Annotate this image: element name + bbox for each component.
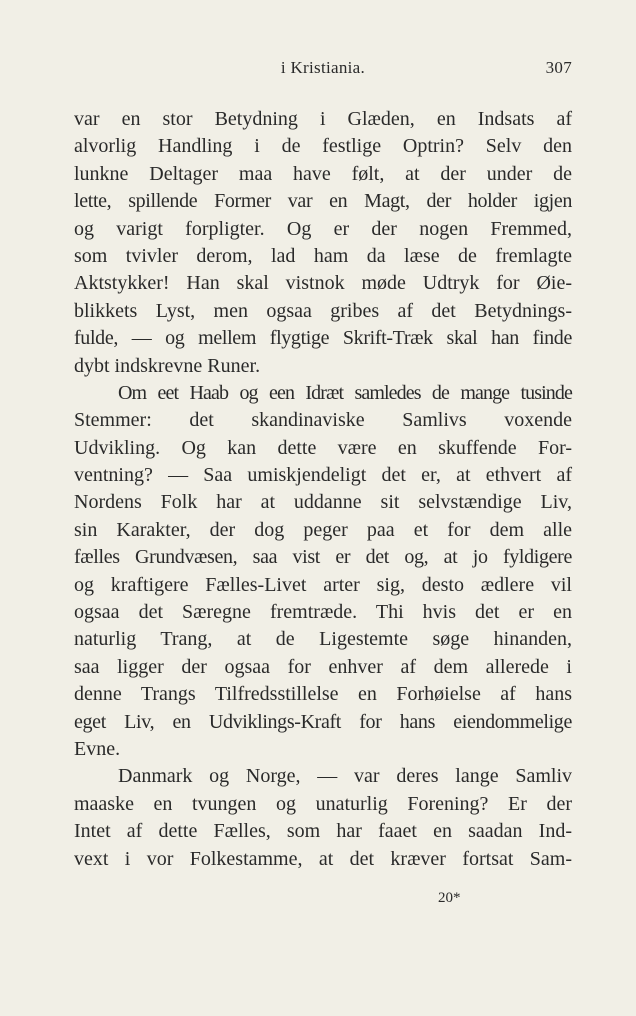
text-line: og kraftigere Fælles-Livet arter sig, desto ædlere vil <box>74 573 572 596</box>
text-line: ogsaa det Særegne fremtræde. Thi hvis det er en <box>74 601 572 624</box>
text-line: var en stor Betydning i Glæden, en Indsats af <box>74 108 572 130</box>
text-line: eget Liv, en Udviklings-Kraft for hans eiendommelige <box>74 710 572 733</box>
text-line: alvorlig Handling i de festlige Optrin? Selv den <box>74 135 572 158</box>
text-line: fælles Grundvæsen, saa vist er det og, at jo fyldigere <box>74 546 572 569</box>
page-number: 307 <box>545 58 572 77</box>
text-line: saa ligger der ogsaa for enhver af dem allerede i <box>74 655 572 678</box>
text-line: Nordens Folk har at uddanne sit selvstændige Liv, <box>74 491 572 514</box>
text-line: Om eet Haab og een Idræt samledes de mange tusinde <box>118 381 572 404</box>
text-line: Evne. <box>74 737 121 760</box>
signature-mark: 20* <box>438 890 461 906</box>
running-head <box>74 58 572 84</box>
text-line: Aktstykker! Han skal vistnok møde Udtryk for Øie- <box>74 272 572 295</box>
text-line: blikkets Lyst, men ogsaa gribes af det Betydnings- <box>74 299 572 322</box>
text-line: maaske en tvungen og unaturlig Forening? Er der <box>74 792 572 815</box>
text-line: som tvivler derom, lad ham da læse de fremlagte <box>74 244 572 267</box>
text-line: vext i vor Folkestamme, at det kræver fortsat Sam- <box>74 847 572 870</box>
text-line: naturlig Trang, at de Ligestemte søge hinanden, <box>74 628 572 651</box>
text-line: dybt indskrevne Runer. <box>74 354 261 377</box>
text-line: lette, spillende Former var en Magt, der holder igjen <box>74 190 572 213</box>
text-line: lunkne Deltager maa have følt, at der under de <box>74 162 572 185</box>
text-line: denne Trangs Tilfredsstillelse en Forhøielse af hans <box>74 683 572 706</box>
text-line: Udvikling. Og kan dette være en skuffende For- <box>74 436 572 459</box>
text-line: Intet af dette Fælles, som har faaet en saadan Ind- <box>74 820 572 843</box>
text-line: fulde, — og mellem flygtige Skrift-Træk skal han finde <box>74 327 572 350</box>
running-title: i Kristiania. <box>280 58 366 77</box>
text-line: Danmark og Norge, — var deres lange Samliv <box>118 765 572 788</box>
body-text <box>74 106 572 873</box>
text-line: Stemmer: det skandinaviske Samlivs voxende <box>74 409 572 432</box>
text-line: og varigt forpligter. Og er der nogen Fremmed, <box>74 217 572 240</box>
text-line: ventning? — Saa umiskjendeligt det er, at ethvert af <box>74 464 572 487</box>
text-line: sin Karakter, der dog peger paa et for dem alle <box>74 518 572 541</box>
